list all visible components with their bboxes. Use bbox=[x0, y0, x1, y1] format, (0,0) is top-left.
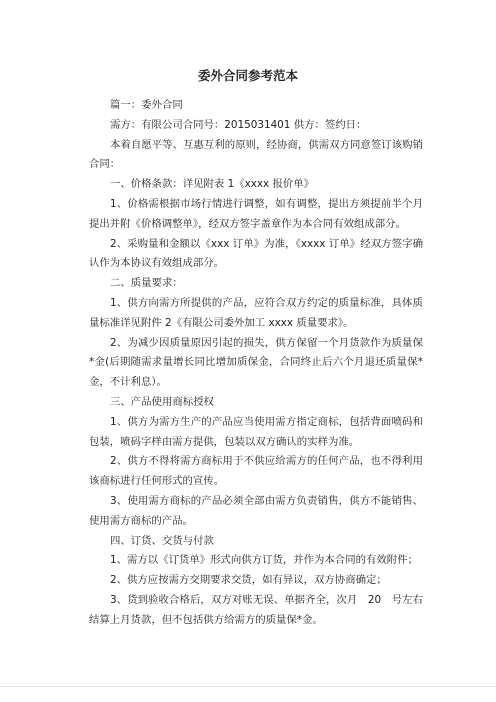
clause-item: 2、为减少因质量原因引起的损失，供方保留一个月货款作为质量保*金(后期随需求量增长同比增加质保金，合同终止后六个月退还质量保*金，不计利息）。 bbox=[89, 336, 423, 389]
clause-heading-price: 一、价格条款：详见附表 1《xxxx 报价单》 bbox=[110, 178, 315, 191]
document-title: 委外合同参考范本 bbox=[197, 68, 298, 83]
section-heading: 篇一：委外合同 bbox=[110, 99, 183, 111]
document-body bbox=[89, 96, 423, 631]
clause-item: 2、供方不得将需方商标用于不供应给需方的任何产品，也不得利用该商标进行任何形式的宣传。 bbox=[89, 455, 423, 488]
clause-item: 1、需方以《订货单》形式向供方订货，并作为本合同的有效附件； bbox=[110, 554, 418, 567]
page-bottom-divider bbox=[0, 686, 496, 687]
contract-info-line: 需方：有限公司合同号：2015031401 供方：签约日： bbox=[110, 118, 367, 131]
clause-item: 3、使用需方商标的产品必须全部由需方负责销售，供方不能销售、使用需方商标的产品。 bbox=[89, 494, 423, 527]
clause-item: 1、供方为需方生产的产品应当使用需方指定商标，包括背面喷码和包装，喷码字样由需方提供，包装以双方确认的实样为准。 bbox=[89, 415, 423, 448]
clause-heading-trademark: 三、产品使用商标授权 bbox=[110, 395, 214, 408]
clause-heading-ordering: 四、订货、交货与付款 bbox=[110, 534, 214, 547]
clause-item: 1、供方向需方所提供的产品，应符合双方约定的质量标准，具体质量标准详见附件 2《有限公司委外加工 xxxx 质量要求》。 bbox=[89, 296, 423, 329]
clause-item: 2、采购量和金额以《xxx 订单》为准，《xxxx 订单》经双方签字确认作为本协议有效组成部分。 bbox=[89, 237, 423, 270]
preamble-paragraph: 本着自愿平等、互惠互利的原则，经协商，供需双方同意签订该购销合同： bbox=[89, 138, 423, 171]
clause-item: 3、货到验收合格后，双方对账无误、单据齐全，次月 20 号左右结算上月货款，但不包括供方给需方的质量保*金。 bbox=[89, 593, 423, 626]
clause-item: 1、价格需根据市场行情进行调整，如有调整，提出方须提前半个月提出并附《价格调整单》，经双方签字盖章作为本合同有效组成部分。 bbox=[89, 197, 423, 230]
clause-heading-quality: 二、质量要求： bbox=[110, 277, 183, 290]
clause-item: 2、供方应按需方交期要求交货，如有异议，双方协商确定； bbox=[110, 574, 387, 587]
